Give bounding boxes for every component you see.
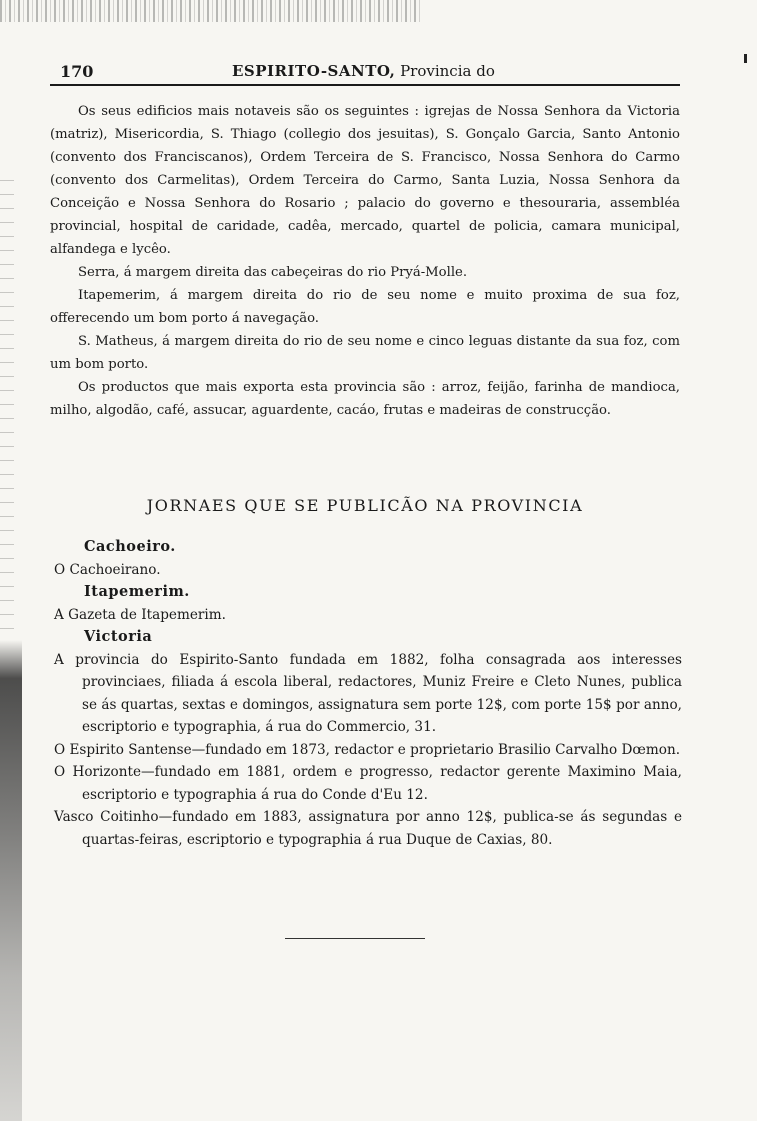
newspaper-entry: O Espirito Santense—fundado em 1873, redactor e proprietario Brasilio Carvalho Dœmon. (54, 741, 681, 758)
newspaper-entry: Vasco Coitinho—fundado em 1883, assignatura por anno 12$, publica-se ás segundas e quartas-feiras, escriptorio e typographia á rua Duque de Caxias, 80. (54, 809, 682, 848)
paragraph-buildings: Os seus edificios mais notaveis são os seguintes : igrejas de Nossa Senhora da Victoria (matriz), Misericordia, S. Thiago (collegio dos jesuitas), S. Gonçalo Garcia, Santo Antonio (convento dos Franciscanos), Ordem Terceira de S. Francisco, Nossa Senhora do Carmo (convento dos Carmelitas), Ordem Terceira do Carmo, Santa Luzia, Nossa Senhora da Conceição e Nossa Senhora do Rosario ; palacio do governo e thesouraria, assembléa provincial, hospital de caridade, cadêa, mercado, quartel de policia, camara municipal, alfandega e lycêo. (50, 104, 680, 257)
paragraph-serra: Serra, á margem direita das cabeçeiras do rio Pryá-Molle. (78, 265, 468, 280)
newspaper-entry: O Cachoeirano. (54, 561, 161, 578)
paragraph-products: Os productos que mais exporta esta provincia são : arroz, feijão, farinha de mandioca, milho, algodão, café, assucar, aguardente, cacáo, frutas e madeiras de construcção. (50, 380, 680, 418)
scan-mark (744, 54, 747, 63)
newspaper-list (54, 536, 682, 851)
scan-edge-left (0, 640, 22, 1121)
page-header (50, 62, 680, 86)
body-text (50, 100, 680, 422)
newspaper-entry: O Horizonte—fundado em 1881, ordem e progresso, redactor gerente Maximino Maia, escriptorio e typographia á rua do Conde d'Eu 12. (54, 764, 682, 803)
scan-edge-dots (0, 180, 14, 640)
place-heading: Itapemerim. (84, 583, 190, 600)
newspaper-entry: A Gazeta de Itapemerim. (54, 606, 226, 623)
place-heading: Cachoeiro. (84, 538, 176, 555)
running-title-rest: Provincia do (395, 62, 495, 80)
paragraph-itapemerim: Itapemerim, á margem direita do rio de seu nome e muito proxima de sua foz, offerecendo um bom porto á navegação. (50, 288, 680, 326)
newspaper-entry: A provincia do Espirito-Santo fundada em 1882, folha consagrada aos interesses provinciaes, filiada á escola liberal, redactores, Muniz Freire e Cleto Nunes, publica se ás quartas, sextas e domingos, assignatura sem porte 12$, com porte 15$ por anno, escriptorio e typographia, á rua do Commercio, 31. (54, 651, 682, 735)
paragraph-sao-matheus: S. Matheus, á margem direita do rio de seu nome e cinco leguas distante da sua foz, com um bom porto. (50, 334, 680, 372)
page-number: 170 (60, 62, 94, 81)
section-title: JORNAES QUE SE PUBLICÃO NA PROVINCIA (146, 496, 584, 515)
place-heading: Victoria (84, 628, 153, 645)
running-title-caps: ESPIRITO-SANTO, (232, 62, 396, 80)
running-title (232, 62, 495, 80)
scan-edge-top (0, 0, 420, 22)
closing-rule (285, 938, 425, 939)
